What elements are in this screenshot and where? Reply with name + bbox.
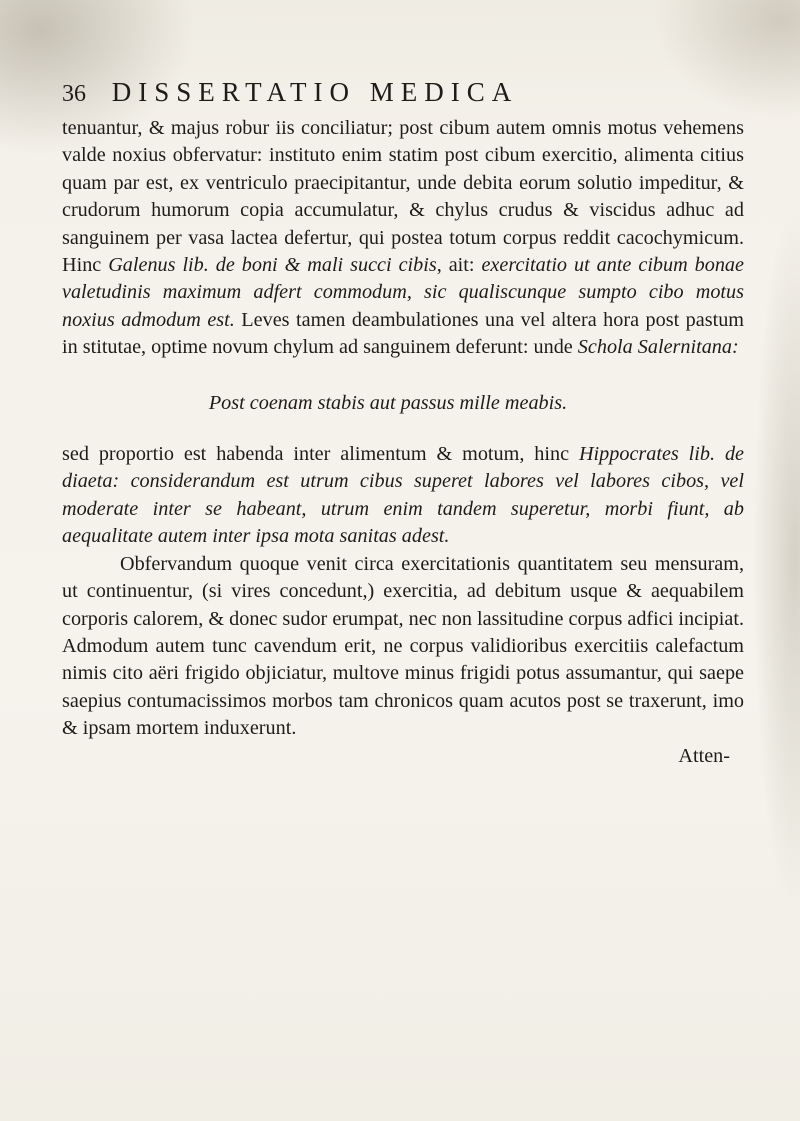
running-title: DISSERTATIO MEDICA	[111, 77, 519, 107]
page-number: 36	[62, 81, 86, 107]
main-text	[62, 115, 744, 770]
paragraph-3: Obfervandum quoque venit circa exercitationis quantitatem seu mensuram, ut continuentur, (si vires concedunt,) exercitia, ad debitum usque & aequabilem corporis calorem, & donec sudor erumpat, nec non lassitudine corpus adfici incipiat. Admodum autem tunc cavendum erit, ne corpus validioribus exercitiis calefactum nimis cito aëri frigido objiciatur, multove minus frigidi potus assumantur, qui saepe saepius contumacissimos morbos tam chronicos quam acutos post se traxerunt, imo & ipsam mortem induxerunt.	[62, 552, 744, 740]
quotation-hippocrates: Hippocrates lib. de diaeta: considerandum est utrum cibus superet labores vel labores cibos, vel moderate inter se habeant, utrum enim tandem superetur, morbi fiunt, ab aequalitate autem inter ipsa mota sanitas adest.	[62, 443, 745, 548]
verse-quotation: Post coenam stabis aut passus mille meabis.	[208, 391, 568, 414]
text-run: Leves tamen deambulationes una vel altera hora post pastum in stitutae, optime novum chylum ad sanguinem deferunt: unde	[62, 308, 744, 359]
paragraph-1	[62, 115, 744, 362]
quotation-galenus: exercitatio ut ante cibum bonae valetudinis maximum adfert commodum, sic qualiscunque sumpto cibo motus noxius admodum est.	[62, 254, 744, 331]
citation-galenus: Galenus lib. de boni & mali succi cibis	[108, 254, 437, 277]
catchword: Atten-	[678, 744, 730, 767]
text-run: sed proportio est habenda inter alimentum & motum, hinc	[62, 443, 579, 466]
running-header	[62, 77, 752, 108]
paragraph-2	[62, 441, 744, 551]
text-run: tenuantur, & majus robur iis conciliatur; post cibum autem omnis motus vehemens valde noxius obfervatur: instituto enim statim post cibum exercitio, alimenta citius quam par est, ex ventriculo praecipitantur, unde debita eorum solutio impeditur, & crudorum humorum copia accumulatur, & chylus crudus & viscidus adhuc ad sanguinem per vasa lactea defertur, qui postea totum corpus reddit cacochymicum. Hinc	[62, 117, 744, 277]
text-run: , ait:	[436, 254, 482, 277]
citation-schola-salernitana: Schola Salernitana:	[577, 336, 739, 359]
